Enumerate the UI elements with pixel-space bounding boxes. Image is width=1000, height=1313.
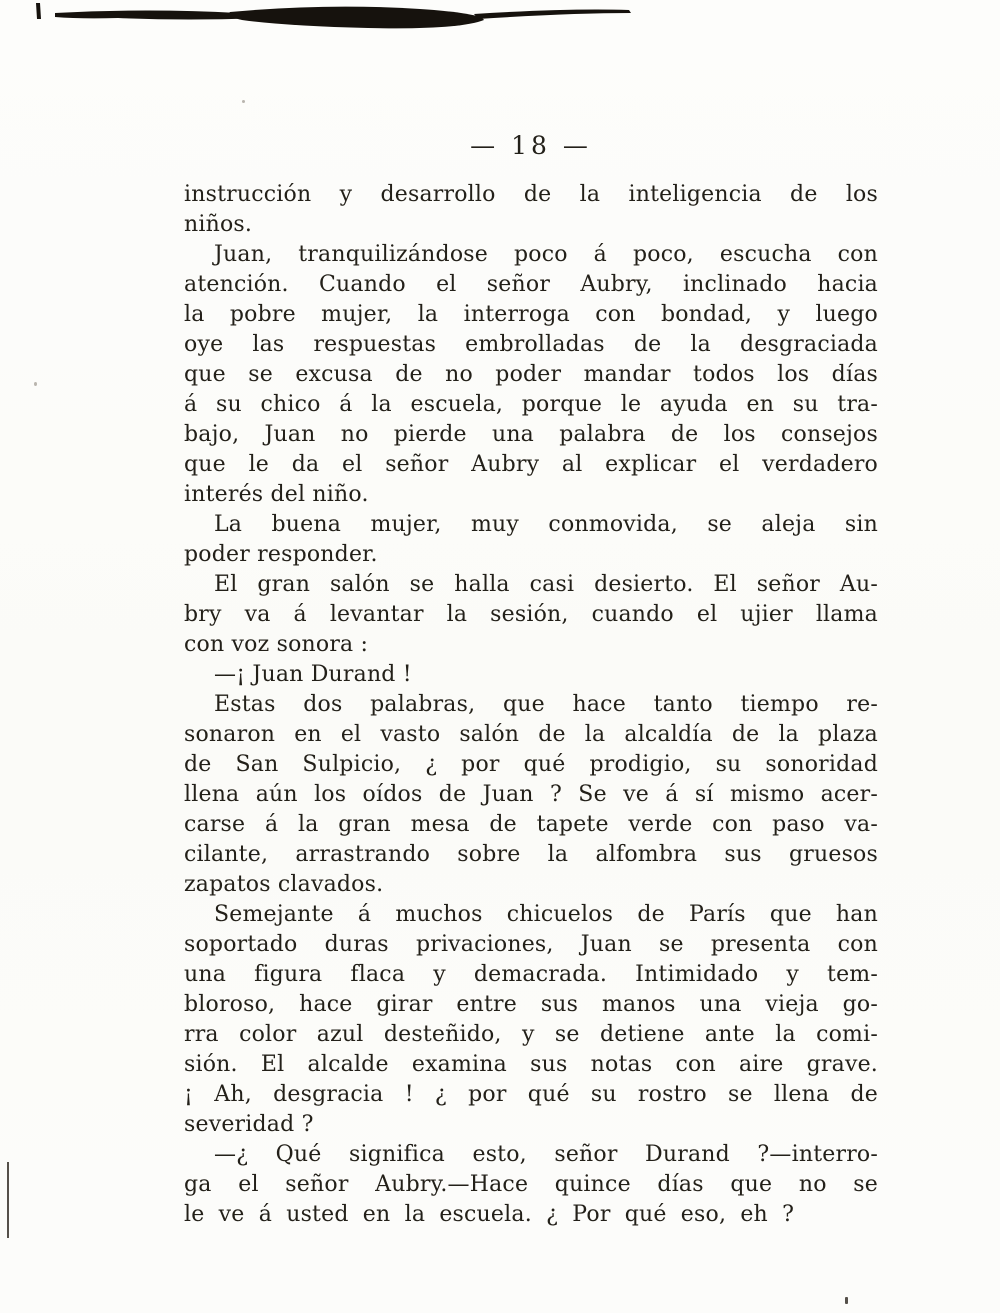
text-line: bry va á levantar la sesión, cuando el ujier llama xyxy=(184,602,878,627)
text-line: niños. xyxy=(184,212,253,237)
text-line: le ve á usted en la escuela. ¿ Por qué eso, eh ? xyxy=(184,1202,795,1227)
text-line: El gran salón se halla casi desierto. El señor Au- xyxy=(214,572,878,597)
paper-speck xyxy=(34,382,37,386)
text-line: ¡ Ah, desgracia ! ¿ por qué su rostro se llena de xyxy=(184,1082,878,1107)
text-block xyxy=(184,180,878,1230)
scan-smudge-top-icon xyxy=(28,0,668,40)
text-line: de San Sulpicio, ¿ por qué prodigio, su sonoridad xyxy=(184,752,878,777)
text-line: soportado duras privaciones, Juan se presenta con xyxy=(184,932,878,957)
text-line: cilante, arrastrando sobre la alfombra sus gruesos xyxy=(184,842,878,867)
text-line: Semejante á muchos chicuelos de París que han xyxy=(214,902,878,927)
text-line: ga el señor Aubry.—Hace quince días que no se xyxy=(184,1172,878,1197)
text-line: que le da el señor Aubry al explicar el verdadero xyxy=(184,452,878,477)
text-line: La buena mujer, muy conmovida, se aleja sin xyxy=(214,512,878,537)
ink-speck-bottom-right xyxy=(845,1297,848,1304)
text-line: que se excusa de no poder mandar todos los días xyxy=(184,362,878,387)
text-line: bajo, Juan no pierde una palabra de los consejos xyxy=(184,422,878,447)
margin-mark-left xyxy=(7,1162,9,1238)
page-number: — 18 — xyxy=(470,131,592,160)
text-line: la pobre mujer, la interroga con bondad, y luego xyxy=(184,302,878,327)
text-line: rra color azul desteñido, y se detiene ante la comi- xyxy=(184,1022,878,1047)
text-line: —¡ Juan Durand ! xyxy=(214,662,412,687)
text-line: Juan, tranquilizándose poco á poco, escucha con xyxy=(214,242,878,267)
text-line: una figura flaca y demacrada. Intimidado y tem- xyxy=(184,962,878,987)
text-line: Estas dos palabras, que hace tanto tiempo re- xyxy=(214,692,878,717)
text-line: bloroso, hace girar entre sus manos una vieja go- xyxy=(184,992,878,1017)
text-line: interés del niño. xyxy=(184,482,369,507)
text-line: sonaron en el vasto salón de la alcaldía de la plaza xyxy=(184,722,878,747)
text-line: poder responder. xyxy=(184,542,378,567)
text-line: atención. Cuando el señor Aubry, inclinado hacia xyxy=(184,272,878,297)
text-line: oye las respuestas embrolladas de la desgraciada xyxy=(184,332,878,357)
text-line: instrucción y desarrollo de la inteligencia de los xyxy=(184,182,878,207)
text-line: á su chico á la escuela, porque le ayuda en su tra- xyxy=(184,392,878,417)
text-line: carse á la gran mesa de tapete verde con paso va- xyxy=(184,812,878,837)
text-line: sión. El alcalde examina sus notas con aire grave. xyxy=(184,1052,878,1077)
text-line: llena aún los oídos de Juan ? Se ve á sí mismo acer- xyxy=(184,782,878,807)
text-line: zapatos clavados. xyxy=(184,872,384,897)
text-line: severidad ? xyxy=(184,1112,314,1137)
text-line: con voz sonora : xyxy=(184,632,369,657)
paper-speck xyxy=(242,100,245,103)
text-line: —¿ Qué significa esto, señor Durand ?—interro- xyxy=(214,1142,878,1167)
